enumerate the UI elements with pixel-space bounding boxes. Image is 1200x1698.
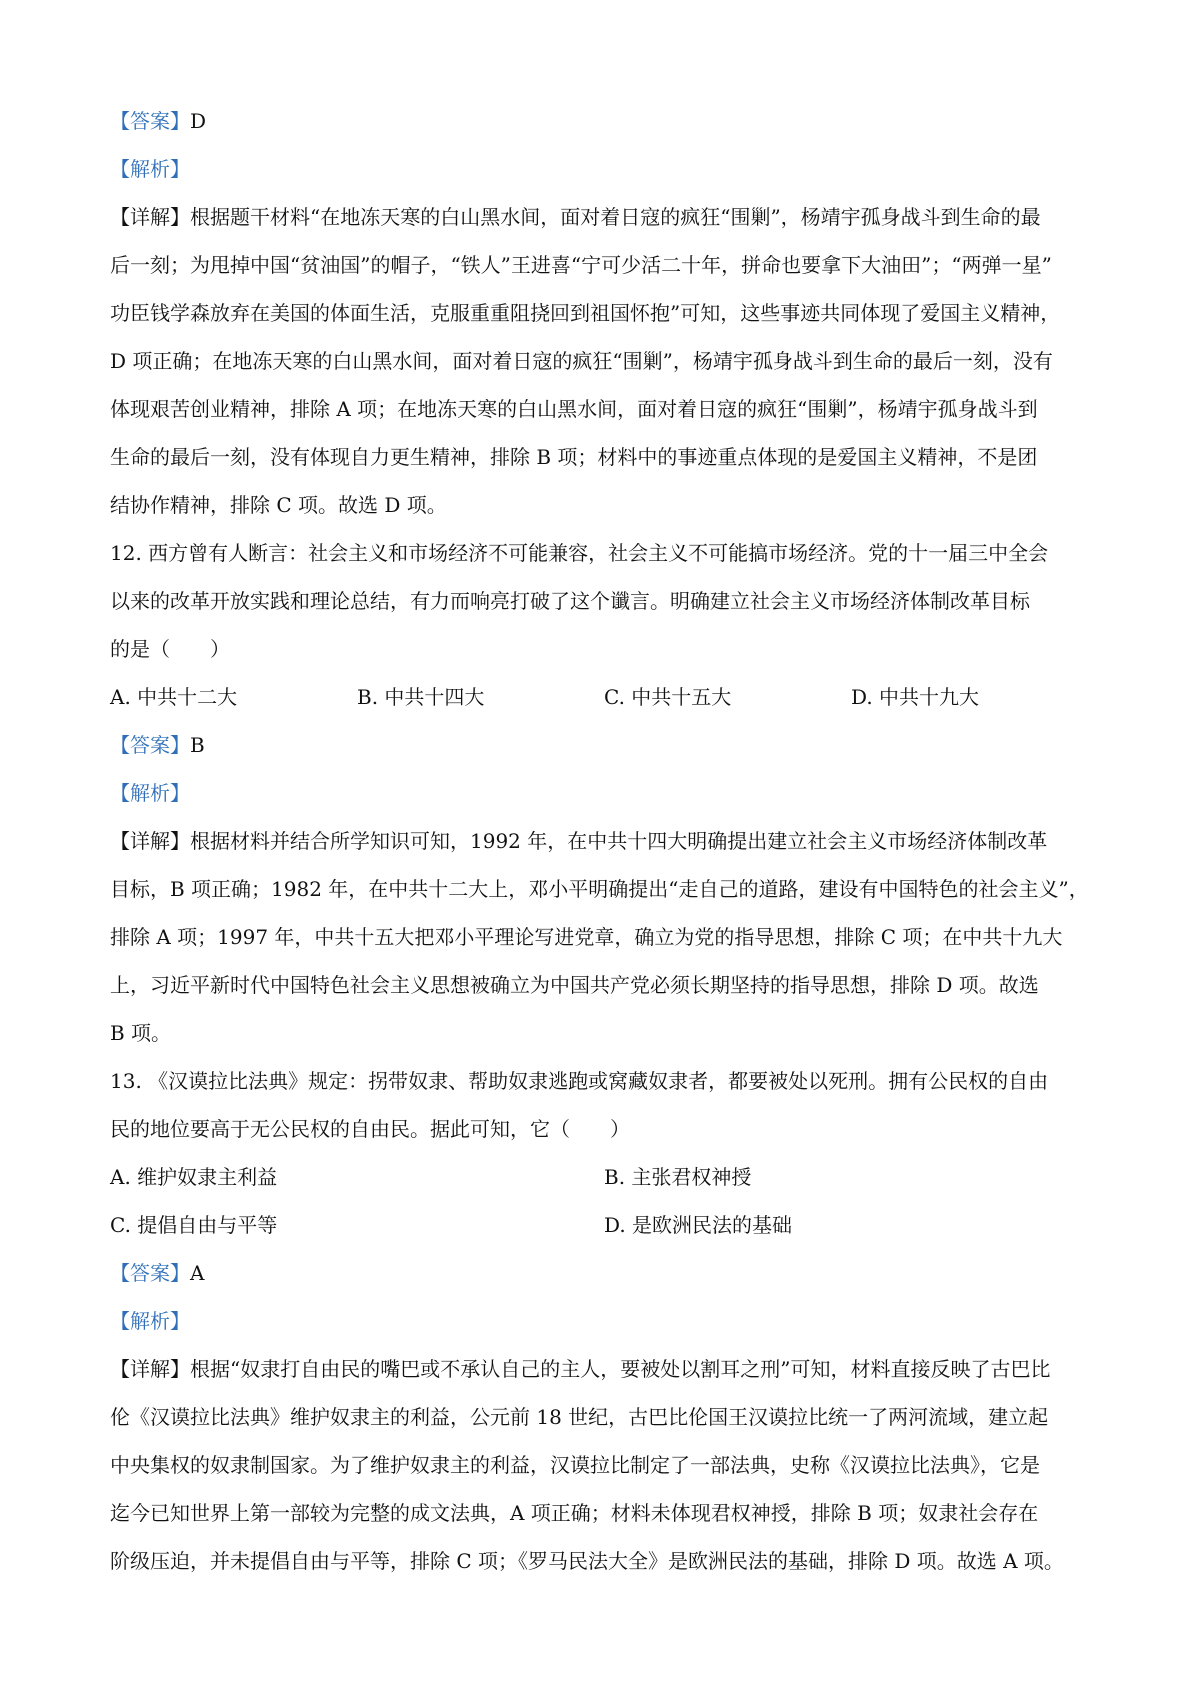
q11-detail-line: 体现艰苦创业精神，排除 A 项；在地冻天寒的白山黑水间，面对着日寇的疯狂“围剿”，杨靖宇孤身战斗到 [110, 397, 1038, 421]
q12-stem-line: 以来的改革开放实践和理论总结，有力而响亮打破了这个谶言。明确建立社会主义市场经济体制改革目标 [110, 589, 1030, 613]
q12-option-c: C. 中共十五大 [604, 685, 732, 709]
q12-option-b: B. 中共十四大 [357, 685, 485, 709]
q13-answer: A [190, 1261, 205, 1285]
detail-tag: 【详解】 [110, 205, 190, 229]
q12-answer: B [190, 733, 205, 757]
q13-options-row-2 [110, 1201, 1107, 1249]
q13-option-a: A. 维护奴隶主利益 [110, 1165, 278, 1189]
detail-tag: 【详解】 [110, 1357, 190, 1381]
q13-detail-line: 阶级压迫，并未提倡自由与平等，排除 C 项；《罗马民法大全》是欧洲民法的基础，排除 D 项。故选 A 项。 [110, 1549, 1064, 1573]
q13-stem-line: 13. 《汉谟拉比法典》规定：拐带奴隶、帮助奴隶逃跑或窝藏奴隶者，都要被处以死刑。拥有公民权的自由 [110, 1069, 1049, 1093]
q12-stem-line: 12. 西方曾有人断言：社会主义和市场经济不可能兼容，社会主义不可能搞市场经济。党的十一届三中全会 [110, 541, 1049, 565]
q11-detail-line: 生命的最后一刻，没有体现自力更生精神，排除 B 项；材料中的事迹重点体现的是爱国主义精神，不是团 [110, 445, 1038, 469]
q12-option-d: D. 中共十九大 [851, 685, 980, 709]
q13-option-c: C. 提倡自由与平等 [110, 1213, 278, 1237]
q12-detail-line: 上，习近平新时代中国特色社会主义思想被确立为中国共产党必须长期坚持的指导思想，排除 D 项。故选 [110, 973, 1039, 997]
q12-detail-line: B 项。 [110, 1021, 172, 1045]
detail-tag: 【详解】 [110, 829, 190, 853]
q13-detail-line: 中央集权的奴隶制国家。为了维护奴隶主的利益，汉谟拉比制定了一部法典，史称《汉谟拉比法典》，它是 [110, 1453, 1040, 1477]
q12-option-a: A. 中共十二大 [110, 685, 238, 709]
q13-detail-line: 迄今已知世界上第一部较为完整的成文法典，A 项正确；材料未体现君权神授，排除 B 项；奴隶社会存在 [110, 1501, 1039, 1525]
q11-analysis-heading [110, 145, 1107, 193]
q12-detail-line: 目标，B 项正确；1982 年，在中共十二大上，邓小平明确提出“走自己的道路，建设有中国特色的社会主义”， [110, 877, 1089, 901]
analysis-tag: 【解析】 [110, 781, 190, 805]
q11-answer-line [110, 97, 1107, 145]
q13-stem-line: 民的地位要高于无公民权的自由民。据此可知，它（ ） [110, 1117, 630, 1141]
q11-detail-line: 功臣钱学森放弃在美国的体面生活，克服重重阻挠回到祖国怀抱”可知，这些事迹共同体现了爱国主义精神， [110, 301, 1061, 325]
q13-detail-line: 伦《汉谟拉比法典》维护奴隶主的利益，公元前 18 世纪，古巴比伦国王汉谟拉比统一了两河流域，建立起 [110, 1405, 1049, 1429]
q13-option-b: B. 主张君权神授 [604, 1165, 752, 1189]
q12-analysis-heading [110, 769, 1107, 817]
answer-tag: 【答案】 [110, 109, 190, 133]
q13-answer-line [110, 1249, 1107, 1297]
q11-detail-line: 【详解】根据题干材料“在地冻天寒的白山黑水间，面对着日寇的疯狂“围剿”，杨靖宇孤身战斗到生命的最 [110, 205, 1041, 229]
answer-tag: 【答案】 [110, 733, 190, 757]
q12-detail-line: 排除 A 项；1997 年，中共十五大把邓小平理论写进党章，确立为党的指导思想，排除 C 项；在中共十九大 [110, 925, 1063, 949]
q12-answer-line [110, 721, 1107, 769]
analysis-tag: 【解析】 [110, 157, 190, 181]
q11-answer: D [190, 109, 207, 133]
q11-detail-line: 结协作精神，排除 C 项。故选 D 项。 [110, 493, 447, 517]
q11-detail-line: 后一刻；为甩掉中国“贫油国”的帽子，“铁人”王进喜“宁可少活二十年，拼命也要拿下大油田”；“两弹一星” [110, 253, 1052, 277]
answer-tag: 【答案】 [110, 1261, 190, 1285]
q13-options-row-1 [110, 1153, 1107, 1201]
q13-detail-line: 【详解】根据“奴隶打自由民的嘴巴或不承认自己的主人，要被处以割耳之刑”可知，材料直接反映了古巴比 [110, 1357, 1051, 1381]
q12-stem-line: 的是（ ） [110, 637, 230, 661]
q11-detail-line: D 项正确；在地冻天寒的白山黑水间，面对着日寇的疯狂“围剿”，杨靖宇孤身战斗到生命的最后一刻，没有 [110, 349, 1053, 373]
q12-detail-line: 【详解】根据材料并结合所学知识可知，1992 年，在中共十四大明确提出建立社会主义市场经济体制改革 [110, 829, 1048, 853]
q12-options [110, 673, 1107, 721]
q13-analysis-heading [110, 1297, 1107, 1345]
analysis-tag: 【解析】 [110, 1309, 190, 1333]
q13-option-d: D. 是欧洲民法的基础 [604, 1213, 793, 1237]
